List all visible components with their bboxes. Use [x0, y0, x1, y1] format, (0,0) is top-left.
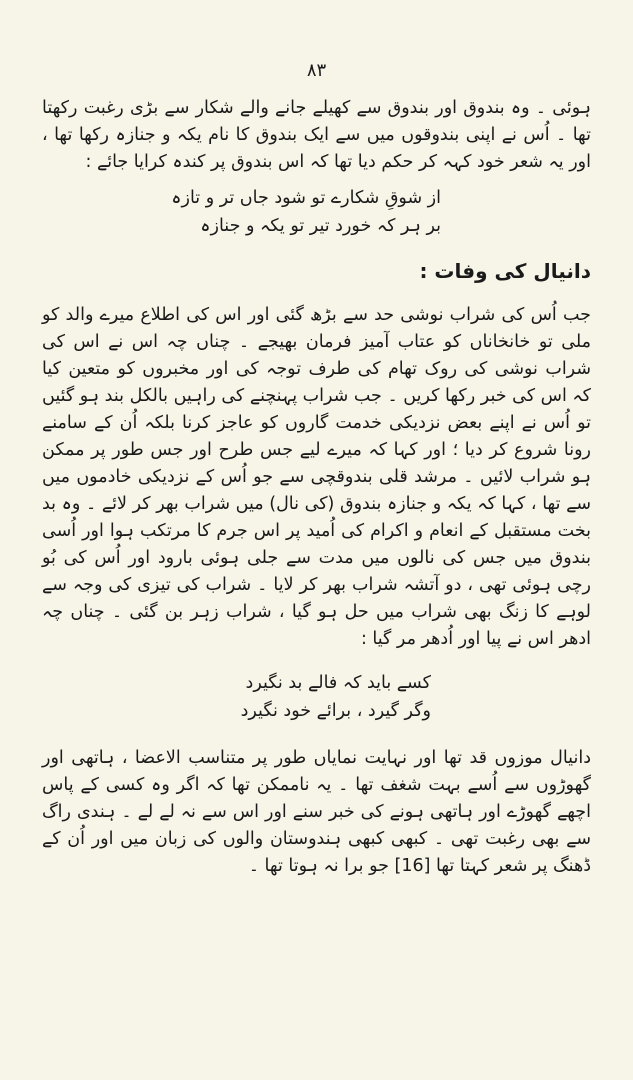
- paragraph-gun-name: ہوئی ۔ وہ بندوق اور بندوق سے کھیلے جانے والے شکار سے بڑی رغبت رکھتا تھا ۔ اُس نے اپنی بندوقوں میں سے ایک بندوق کا نام یکہ و جنازہ رکھا تھا ، اور یہ شعر خود کہہ کر حکم دیا تھا کہ اس بندوق پر کندہ کرایا جائے :: [42, 98, 591, 172]
- verse-2-line-2: وگر گیرد ، برائے خود نگیرد: [240, 701, 431, 721]
- page-number: ۸۳: [306, 60, 327, 81]
- paragraph-daniyal-description: دانیال موزوں قد تھا اور نہایت نمایاں طور پر متناسب الاعضا ، ہاتھی اور گھوڑوں سے اُسے بہت شغف تھا ۔ یہ ناممکن تھا کہ اگر وہ کسی کے پاس اچھے گھوڑے اور ہاتھی ہونے کی خبر سنے اور اس سے نہ لے لے ۔ ہندی راگ سے بھی رغبت تھی ۔ کبھی کبھی ہندوستان والوں کی زبان میں اور اُن کے ڈھنگ پر شعر کہتا تھا [16] جو برا نہ ہوتا تھا ۔: [42, 748, 591, 876]
- verse-1-line-2: بر ہر کہ خورد تیر تو یکہ و جنازہ: [200, 216, 441, 236]
- verse-2-line-1: کسے باید کہ فالے بد نگیرد: [245, 673, 431, 693]
- persian-verse-1: [42, 184, 591, 240]
- paragraph-death-of-daniyal: جب اُس کی شراب نوشی حد سے بڑھ گئی اور اس کی اطلاع میرے والد کو ملی تو خانخاناں کو عتاب آمیز فرمان بھیجے ۔ چناں چہ اس نے اس کی شراب نوشی کی روک تھام کی طرف توجہ کی اور مخبروں کو متعین کیا کہ اس کی خبر رکھا کریں ۔ جب شراب پہنچنے کی راہیں بالکل بند ہو گئیں تو اُس نے اپنے بعض نزدیکی خدمت گاروں کو عاجز کرنا بلکہ اُن کے سامنے رونا شروع کر دیا ؛ اور کہا کہ میرے لیے جس طرح اور جس طور پر ممکن ہو شراب لائیں ۔ مرشد قلی بندوقچی سے جو اُس کے نزدیکی خادموں میں سے تھا ، کہا کہ یکہ و جنازہ بندوق (کی نال) میں شراب بھر کر لائے ۔ وہ بد بخت مستقبل کے انعام و اکرام کی اُمید پر اس جرم کا مرتکب ہوا اور اُسی بندوق میں جس کی نالوں میں مدت سے جلی ہوئی بارود اور اُس کی بُو رچی ہوئی تھی ، دو آتشہ شراب بھر کر لایا ۔ شراب کی تیزی کی وجہ سے لوہے کا زنگ بھی شراب میں حل ہو گیا ، شراب زہر بن گئی ۔ چناں چہ ادھر اس نے پیا اور اُدھر مر گیا :: [42, 305, 591, 649]
- section-heading: دانیال کی وفات :: [419, 259, 591, 283]
- verse-1-line-1: از شوقِ شکارے تو شود جاں تر و تازہ: [171, 188, 441, 208]
- persian-verse-2: [42, 669, 591, 725]
